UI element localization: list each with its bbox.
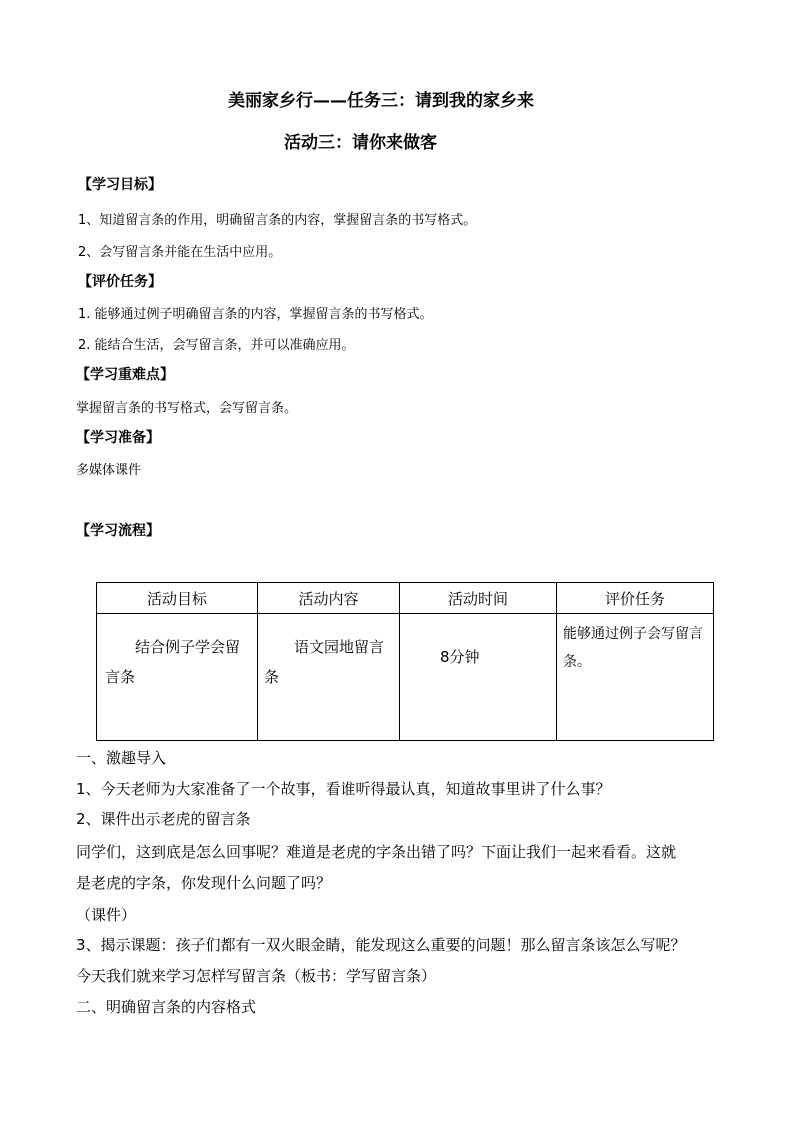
goal-item-1: 1、知道留言条的作用，明确留言条的内容，掌握留言条的书写格式。 [78, 213, 477, 228]
lesson-line: 3、揭示课题：孩子们都有一双火眼金睛，能发现这么重要的问题！那么留言条该怎么写呢？ [76, 936, 686, 954]
table-cell-evaluation: 能够通过例子会写留言条。 [557, 614, 714, 741]
lesson-line: 二、明确留言条的内容格式 [76, 998, 257, 1016]
document-title: 美丽家乡行——任务三：请到我的家乡来 [228, 91, 534, 111]
evaluation-heading: 【评价任务】 [78, 274, 162, 290]
goals-heading: 【学习目标】 [78, 177, 162, 193]
lesson-line: 是老虎的字条，你发现什么问题了吗？ [76, 874, 332, 892]
preparation-text: 多媒体课件 [76, 463, 142, 478]
lesson-line: （课件） [76, 906, 137, 924]
table-header-cell: 活动目标 [97, 583, 258, 614]
evaluation-item-2: 2. 能结合生活，会写留言条，并可以准确应用。 [78, 338, 355, 353]
evaluation-item-1: 1. 能够通过例子明确留言条的内容，掌握留言条的书写格式。 [78, 307, 433, 322]
key-points-text: 掌握留言条的书写格式，会写留言条。 [76, 401, 298, 416]
activity-table [96, 582, 714, 741]
table-row [97, 614, 714, 741]
lesson-line: 一、激趣导入 [76, 749, 167, 767]
goal-item-2: 2、会写留言条并能在生活中应用。 [78, 245, 282, 260]
activity-subtitle: 活动三：请你来做客 [284, 133, 437, 153]
table-header-row [97, 583, 714, 614]
table-header-cell: 活动时间 [400, 583, 557, 614]
lesson-line: 今天我们就来学习怎样写留言条（板书：学写留言条） [76, 967, 437, 985]
key-points-heading: 【学习重难点】 [76, 367, 174, 383]
table-header-cell: 活动内容 [258, 583, 400, 614]
table-header-cell: 评价任务 [557, 583, 714, 614]
table-cell-time: 8分钟 [400, 614, 557, 741]
preparation-heading: 【学习准备】 [76, 430, 160, 446]
lesson-line: 2、课件出示老虎的留言条 [76, 810, 251, 828]
lesson-line: 同学们，这到底是怎么回事呢？难道是老虎的字条出错了吗？下面让我们一起来看看。这就 [76, 843, 677, 861]
lesson-line: 1、今天老师为大家准备了一个故事，看谁听得最认真，知道故事里讲了什么事？ [76, 780, 611, 798]
process-heading: 【学习流程】 [76, 523, 160, 539]
table-cell-goal: 结合例子学会留言条 [97, 614, 258, 741]
table-cell-content: 语文园地留言条 [258, 614, 400, 741]
